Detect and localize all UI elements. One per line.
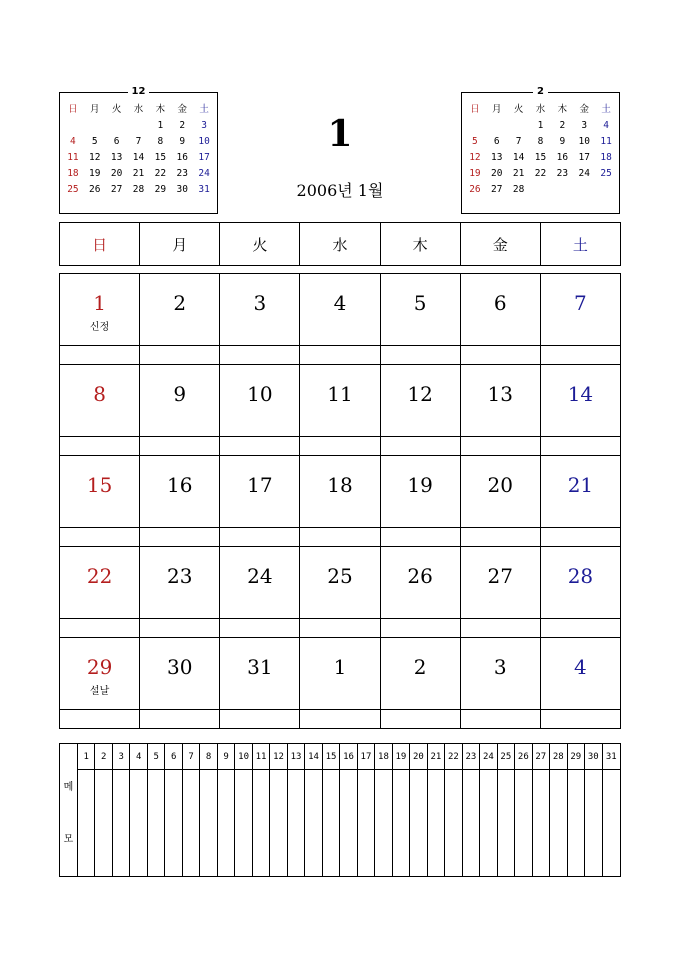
mini-day: 12 xyxy=(89,152,101,163)
mini-day: 8 xyxy=(157,136,164,147)
memo-label-bottom: 모 xyxy=(63,834,74,845)
mini-day: 11 xyxy=(67,152,79,163)
memo-column xyxy=(165,744,182,876)
memo-column xyxy=(498,744,515,876)
memo-day-number: 11 xyxy=(253,744,269,770)
mini-day: 4 xyxy=(70,136,76,147)
memo-column xyxy=(533,744,550,876)
holiday-note: 신정 xyxy=(89,322,110,333)
memo-day-number: 2 xyxy=(95,744,111,770)
day-number: 26 xyxy=(407,564,433,588)
day-cell xyxy=(461,547,541,619)
weekday-label: 木 xyxy=(381,223,461,266)
day-number: 1 xyxy=(333,655,347,679)
mini-day: 24 xyxy=(198,168,210,179)
mini-day: 29 xyxy=(154,184,167,195)
day-number: 12 xyxy=(407,382,433,406)
mini-day: 16 xyxy=(176,152,188,163)
mini-day: 19 xyxy=(469,168,481,179)
day-number: 15 xyxy=(86,473,113,497)
mini-day xyxy=(128,118,150,134)
mini-day: 15 xyxy=(154,152,167,163)
day-number: 22 xyxy=(86,564,113,588)
note-cell xyxy=(300,710,380,729)
note-cell xyxy=(461,710,541,729)
memo-column xyxy=(218,744,235,876)
memo-column xyxy=(235,744,252,876)
memo-day-number: 13 xyxy=(288,744,304,770)
memo-column xyxy=(130,744,147,876)
day-cell xyxy=(140,547,220,619)
day-number: 1 xyxy=(93,291,106,315)
memo-label-top: 메 xyxy=(63,782,74,793)
memo-day-number: 16 xyxy=(340,744,356,770)
memo-column xyxy=(428,744,445,876)
weekday-label: 火 xyxy=(220,223,300,266)
note-cell xyxy=(300,619,380,638)
day-cell xyxy=(541,547,621,619)
memo-day-number: 24 xyxy=(480,744,496,770)
day-cell xyxy=(461,274,541,346)
note-cell xyxy=(220,437,300,456)
day-cell xyxy=(140,638,220,710)
day-number: 11 xyxy=(327,382,353,406)
note-cell xyxy=(60,528,140,547)
month-number: 1 xyxy=(327,113,353,155)
note-cell xyxy=(220,346,300,365)
note-cell xyxy=(461,437,541,456)
day-cell xyxy=(60,547,140,619)
day-number: 28 xyxy=(567,564,594,588)
memo-column xyxy=(375,744,392,876)
mini-weekday-label: 月 xyxy=(492,104,502,115)
day-number: 4 xyxy=(333,291,347,315)
day-number: 23 xyxy=(166,564,193,588)
weekday-label: 水 xyxy=(300,223,380,266)
weekday-label: 金 xyxy=(461,223,541,266)
day-number: 14 xyxy=(567,382,594,406)
mini-day: 27 xyxy=(110,184,123,195)
day-cell xyxy=(300,547,380,619)
mini-day: 18 xyxy=(600,152,612,163)
day-number: 9 xyxy=(173,382,187,406)
note-cell xyxy=(140,437,220,456)
note-cell xyxy=(461,346,541,365)
mini-weekday-label: 金 xyxy=(177,104,187,115)
memo-column xyxy=(148,744,165,876)
note-cell xyxy=(461,528,541,547)
mini-weekday-label: 土 xyxy=(601,104,611,115)
mini-weekday-label: 火 xyxy=(513,104,524,115)
note-cell xyxy=(60,437,140,456)
day-number: 5 xyxy=(413,291,427,315)
memo-column xyxy=(270,744,287,876)
weekday-header xyxy=(59,222,621,266)
day-number: 16 xyxy=(166,473,193,497)
note-cell xyxy=(541,528,621,547)
memo-column xyxy=(78,744,95,876)
day-cell xyxy=(300,638,380,710)
memo-label xyxy=(60,744,78,876)
memo-day-number: 15 xyxy=(323,744,339,770)
weekday-label: 月 xyxy=(140,223,220,266)
memo-day-number: 6 xyxy=(165,744,181,770)
note-cell xyxy=(300,346,380,365)
day-cell xyxy=(541,638,621,710)
memo-day-number: 19 xyxy=(393,744,409,770)
day-number: 17 xyxy=(247,473,273,497)
day-number: 3 xyxy=(493,655,507,679)
note-row xyxy=(60,437,621,456)
mini-day: 17 xyxy=(198,152,210,163)
memo-column xyxy=(305,744,322,876)
mini-day xyxy=(573,182,595,198)
memo-column xyxy=(288,744,305,876)
note-cell xyxy=(140,619,220,638)
day-cell xyxy=(60,365,140,437)
memo-column xyxy=(515,744,532,876)
day-cell xyxy=(381,456,461,528)
mini-day: 17 xyxy=(578,152,590,163)
memo-column xyxy=(463,744,480,876)
mini-day: 24 xyxy=(578,168,590,179)
day-number: 2 xyxy=(413,655,427,679)
memo-day-number: 23 xyxy=(463,744,479,770)
mini-day: 28 xyxy=(132,184,145,195)
note-row xyxy=(60,346,621,365)
memo-day-number: 31 xyxy=(603,744,620,770)
day-cell xyxy=(381,638,461,710)
memo-day-number: 22 xyxy=(445,744,461,770)
mini-day xyxy=(595,182,617,198)
day-number: 3 xyxy=(253,291,267,315)
day-cell xyxy=(60,456,140,528)
memo-day-number: 8 xyxy=(200,744,216,770)
memo-day-number: 1 xyxy=(78,744,94,770)
note-cell xyxy=(140,528,220,547)
mini-day: 3 xyxy=(581,120,588,131)
week-row xyxy=(60,456,621,528)
mini-day: 21 xyxy=(512,168,525,179)
mini-day: 9 xyxy=(179,136,186,147)
day-number: 6 xyxy=(493,291,507,315)
mini-day: 6 xyxy=(113,136,120,147)
mini-day: 22 xyxy=(534,168,547,179)
weekday-label: 日 xyxy=(60,223,140,266)
memo-column xyxy=(113,744,130,876)
note-cell xyxy=(381,619,461,638)
mini-day: 10 xyxy=(578,136,590,147)
mini-day: 28 xyxy=(512,184,525,195)
mini-weekday-label: 日 xyxy=(68,104,78,115)
mini-prev-grid xyxy=(62,102,215,198)
note-cell xyxy=(541,346,621,365)
memo-column xyxy=(340,744,357,876)
month-calendar-grid xyxy=(59,273,621,729)
note-cell xyxy=(220,619,300,638)
day-cell xyxy=(220,547,300,619)
mini-day: 4 xyxy=(603,120,609,131)
note-cell xyxy=(60,346,140,365)
mini-day: 1 xyxy=(537,120,544,131)
note-cell xyxy=(220,528,300,547)
mini-day: 6 xyxy=(493,136,500,147)
memo-column xyxy=(358,744,375,876)
mini-day: 5 xyxy=(91,136,98,147)
mini-day xyxy=(530,182,552,198)
mini-weekday-label: 月 xyxy=(90,104,100,115)
week-row xyxy=(60,547,621,619)
memo-column xyxy=(568,744,585,876)
note-cell xyxy=(461,619,541,638)
mini-day xyxy=(62,118,84,134)
mini-weekday-label: 水 xyxy=(133,104,144,115)
mini-day: 8 xyxy=(537,136,544,147)
mini-day: 30 xyxy=(176,184,188,195)
note-cell xyxy=(381,710,461,729)
day-cell xyxy=(461,638,541,710)
mini-calendar-next xyxy=(461,86,620,214)
day-cell xyxy=(140,456,220,528)
memo-column xyxy=(200,744,217,876)
memo-day-number: 5 xyxy=(148,744,164,770)
memo-day-number: 9 xyxy=(218,744,234,770)
memo-column xyxy=(253,744,270,876)
note-cell xyxy=(220,710,300,729)
mini-weekday-label: 水 xyxy=(535,104,546,115)
mini-day: 3 xyxy=(201,120,207,131)
mini-day: 27 xyxy=(491,184,503,195)
note-row xyxy=(60,528,621,547)
day-number: 30 xyxy=(166,655,193,679)
mini-day xyxy=(464,118,486,134)
note-cell xyxy=(381,346,461,365)
mini-weekday-label: 土 xyxy=(199,104,209,115)
memo-column xyxy=(95,744,112,876)
mini-day: 22 xyxy=(154,168,167,179)
mini-day: 2 xyxy=(179,120,186,131)
day-cell xyxy=(381,274,461,346)
memo-day-number: 27 xyxy=(533,744,549,770)
mini-day: 7 xyxy=(135,136,142,147)
mini-weekday-label: 木 xyxy=(155,104,166,115)
mini-day: 9 xyxy=(559,136,566,147)
day-number: 10 xyxy=(247,382,273,406)
day-cell xyxy=(541,456,621,528)
day-number: 13 xyxy=(487,382,513,406)
day-cell xyxy=(220,456,300,528)
day-cell xyxy=(300,365,380,437)
day-cell xyxy=(381,365,461,437)
note-cell xyxy=(60,619,140,638)
memo-day-number: 28 xyxy=(550,744,566,770)
memo-day-number: 4 xyxy=(130,744,146,770)
note-cell xyxy=(541,710,621,729)
mini-day: 26 xyxy=(89,184,101,195)
day-cell xyxy=(220,638,300,710)
day-number: 4 xyxy=(574,655,587,679)
mini-day: 26 xyxy=(469,184,481,195)
memo-table xyxy=(59,743,621,877)
mini-day: 10 xyxy=(198,136,210,147)
day-number: 24 xyxy=(247,564,273,588)
page-title: 2006년 1월 xyxy=(296,181,384,200)
day-number: 18 xyxy=(327,473,353,497)
mini-day: 25 xyxy=(600,168,612,179)
day-cell xyxy=(300,456,380,528)
mini-day: 14 xyxy=(132,152,145,163)
memo-column xyxy=(480,744,497,876)
day-cell xyxy=(140,365,220,437)
mini-day: 7 xyxy=(515,136,522,147)
mini-next-grid xyxy=(464,102,617,198)
mini-day: 1 xyxy=(157,120,164,131)
note-cell xyxy=(300,528,380,547)
mini-weekday-label: 火 xyxy=(111,104,122,115)
memo-day-number: 20 xyxy=(410,744,426,770)
mini-day xyxy=(106,118,128,134)
day-cell xyxy=(140,274,220,346)
day-number: 20 xyxy=(487,473,513,497)
memo-column xyxy=(585,744,602,876)
note-row xyxy=(60,710,621,729)
memo-day-number: 3 xyxy=(113,744,129,770)
mini-day: 21 xyxy=(132,168,145,179)
day-cell xyxy=(220,365,300,437)
memo-day-number: 25 xyxy=(498,744,514,770)
day-cell xyxy=(541,274,621,346)
day-number: 29 xyxy=(86,655,113,679)
day-number: 25 xyxy=(327,564,353,588)
mini-day: 25 xyxy=(67,184,79,195)
memo-column xyxy=(550,744,567,876)
memo-day-number: 7 xyxy=(183,744,199,770)
mini-day: 12 xyxy=(469,152,481,163)
week-row xyxy=(60,365,621,437)
note-cell xyxy=(60,710,140,729)
day-cell xyxy=(541,365,621,437)
mini-day: 20 xyxy=(110,168,123,179)
day-number: 2 xyxy=(173,291,187,315)
note-cell xyxy=(541,437,621,456)
note-row xyxy=(60,619,621,638)
memo-day-number: 14 xyxy=(305,744,321,770)
mini-day: 18 xyxy=(67,168,79,179)
memo-day-number: 10 xyxy=(235,744,251,770)
day-cell xyxy=(300,274,380,346)
memo-day-number: 30 xyxy=(585,744,601,770)
note-cell xyxy=(381,528,461,547)
note-cell xyxy=(300,437,380,456)
week-row xyxy=(60,274,621,346)
mini-weekday-label: 日 xyxy=(470,104,480,115)
note-cell xyxy=(541,619,621,638)
day-number: 7 xyxy=(574,291,587,315)
memo-day-number: 12 xyxy=(270,744,286,770)
day-cell xyxy=(381,547,461,619)
memo-column xyxy=(183,744,200,876)
day-cell xyxy=(60,274,140,346)
mini-day: 15 xyxy=(534,152,547,163)
mini-day xyxy=(486,118,508,134)
day-number: 31 xyxy=(247,655,273,679)
mini-day: 5 xyxy=(472,136,478,147)
day-number: 21 xyxy=(567,473,594,497)
memo-column xyxy=(603,744,620,876)
mini-day: 19 xyxy=(89,168,101,179)
memo-day-number: 26 xyxy=(515,744,531,770)
week-row xyxy=(60,638,621,710)
mini-day xyxy=(508,118,530,134)
mini-day: 23 xyxy=(556,168,569,179)
memo-column xyxy=(410,744,427,876)
day-cell xyxy=(60,638,140,710)
memo-day-number: 29 xyxy=(568,744,584,770)
mini-day: 16 xyxy=(556,152,569,163)
memo-column xyxy=(445,744,462,876)
mini-weekday-label: 金 xyxy=(579,104,589,115)
mini-day: 31 xyxy=(198,184,210,195)
mini-weekday-label: 木 xyxy=(557,104,568,115)
mini-day: 14 xyxy=(512,152,525,163)
day-cell xyxy=(220,274,300,346)
mini-day xyxy=(551,182,573,198)
holiday-note: 설날 xyxy=(89,686,110,697)
memo-column xyxy=(393,744,410,876)
weekday-label: 土 xyxy=(541,223,621,266)
note-cell xyxy=(140,346,220,365)
mini-day: 11 xyxy=(600,136,612,147)
memo-day-number: 17 xyxy=(358,744,374,770)
note-cell xyxy=(140,710,220,729)
mini-next-title: 2 xyxy=(533,86,548,97)
memo-day-number: 18 xyxy=(375,744,391,770)
mini-day xyxy=(84,118,106,134)
mini-day: 20 xyxy=(491,168,503,179)
day-cell xyxy=(461,365,541,437)
mini-prev-title: 12 xyxy=(128,86,150,97)
mini-day: 23 xyxy=(176,168,188,179)
mini-calendar-prev xyxy=(59,86,218,214)
note-cell xyxy=(381,437,461,456)
day-cell xyxy=(461,456,541,528)
mini-day: 13 xyxy=(491,152,503,163)
day-number: 27 xyxy=(487,564,513,588)
memo-day-number: 21 xyxy=(428,744,444,770)
day-number: 8 xyxy=(93,382,106,406)
mini-day: 2 xyxy=(559,120,566,131)
day-number: 19 xyxy=(407,473,433,497)
mini-day: 13 xyxy=(110,152,123,163)
memo-column xyxy=(323,744,340,876)
